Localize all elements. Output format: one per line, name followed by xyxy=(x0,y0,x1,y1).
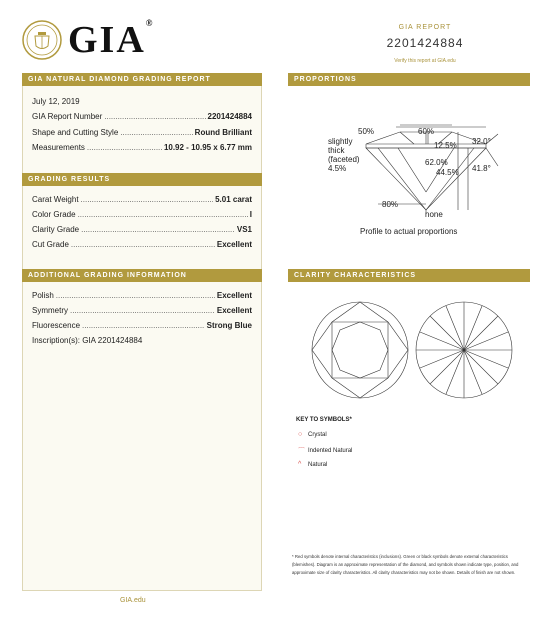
grading-results-header: GRADING RESULTS xyxy=(22,173,262,186)
prop-depth-total: 50% xyxy=(358,127,375,136)
additional-info-header: ADDITIONAL GRADING INFORMATION xyxy=(22,269,262,282)
row-report-number: GIA Report Number ..... 2201424884 xyxy=(32,112,252,121)
row-shape: Shape and Cutting Style ..... Round Brilliant xyxy=(32,128,252,137)
row-carat: Carat Weight ..... 5.01 carat xyxy=(32,195,252,204)
row-measurements: Measurements ..... 10.92 - 10.95 x 6.77 mm xyxy=(32,143,252,152)
clarity-header: CLARITY CHARACTERISTICS xyxy=(288,269,530,282)
row-symmetry: Symmetry ..... Excellent xyxy=(32,306,252,315)
row-clarity: Clarity Grade ..... VS1 xyxy=(32,225,252,234)
prop-crown-angle: 32.0° xyxy=(472,137,491,146)
report-number: 2201424884 xyxy=(386,36,464,50)
verify-link[interactable]: Verify this report at GIA.edu xyxy=(394,58,456,64)
prop-culet: none xyxy=(425,210,443,219)
row-cut: Cut Grade ..... Excellent xyxy=(32,240,252,249)
proportions-header: PROPORTIONS xyxy=(288,73,530,86)
footer-link[interactable]: GIA.edu xyxy=(120,597,146,604)
key-item-indented-natural: ⌒ Indented Natural xyxy=(298,448,353,455)
prop-pavilion-angle: 41.8° xyxy=(472,164,491,173)
report-date: July 12, 2019 xyxy=(32,97,80,106)
row-color: Color Grade ..... I xyxy=(32,210,252,219)
prop-pavilion-depth: 44.5% xyxy=(436,168,459,177)
prop-total-depth: 62.0% xyxy=(425,158,448,167)
grading-report-header: GIA NATURAL DIAMOND GRADING REPORT xyxy=(22,73,262,86)
crown-plot-diagram xyxy=(310,300,410,400)
inscription: Inscription(s): GIA 2201424884 xyxy=(32,336,143,345)
pavilion-plot-diagram xyxy=(414,300,514,400)
prop-table: 60% xyxy=(418,127,435,136)
proportions-caption: Profile to actual proportions xyxy=(360,227,458,236)
row-fluorescence: Fluorescence ..... Strong Blue xyxy=(32,321,252,330)
report-heading: GIA REPORT xyxy=(398,24,452,31)
key-title: KEY TO SYMBOLS* xyxy=(296,417,352,423)
key-item-natural: ^ Natural xyxy=(298,461,328,468)
key-item-crystal: ○ Crystal xyxy=(298,431,327,438)
footnote: * Red symbols denote internal characteristics (inclusions). Green or black symbols denote external characteristics (blemishes). Diagram is an approximate representation of the diamond, and symbols shown indicate type, position, and approximate size of clarity characteristics. All clarity characteristics may not be shown. Details of finish are not shown. xyxy=(292,554,519,575)
gia-seal-icon xyxy=(22,20,62,60)
row-polish: Polish ..... Excellent xyxy=(32,291,252,300)
prop-girdle: slightly thick (faceted) 4.5% xyxy=(328,137,360,173)
prop-lower-half: 80% xyxy=(382,200,399,209)
gia-logo-text: GIA® xyxy=(68,18,155,61)
prop-crown-height: 12.5% xyxy=(434,141,457,150)
